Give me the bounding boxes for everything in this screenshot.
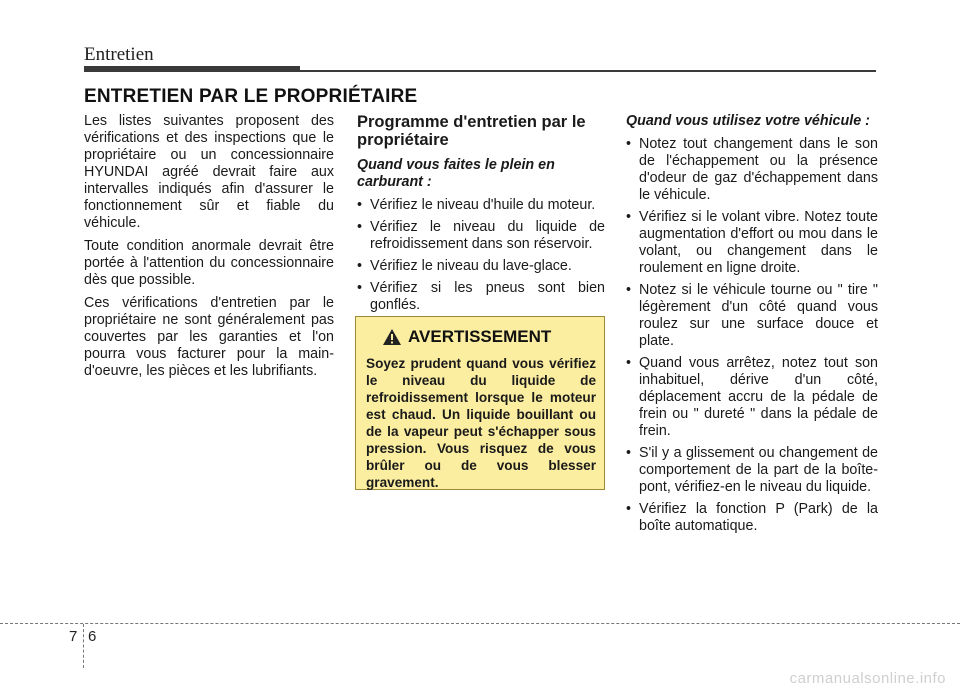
warning-text: Soyez prudent quand vous vérifiez le niveau du liquide de refroidissement lorsque le moteur est chaud. Un liquide bouillant ou de la vapeur peut s'échapper sous pression. Vous risquez de vous brûler ou de vous blesser gravement. <box>366 356 596 490</box>
footer-page-divider <box>83 624 84 668</box>
column-intro <box>84 113 334 386</box>
warning-box <box>355 316 605 490</box>
warning-triangle-icon <box>382 328 402 346</box>
column-refuel <box>357 113 605 319</box>
list-item: • Vérifiez la fonction P (Park) de la boîte automatique. <box>626 501 878 535</box>
header-bar-thin <box>84 70 876 72</box>
list-item: • Vérifiez si le volant vibre. Notez toute augmentation d'effort ou mou dans le volant, ou changement dans le roulement en ligne droite. <box>626 209 878 277</box>
list-item: • Vérifiez le niveau du lave-glace. <box>357 258 605 275</box>
list-item: • S'il y a glissement ou changement de comportement de la part de la boîte-pont, vérifiez-en le niveau du liquide. <box>626 445 878 496</box>
refuel-checklist <box>357 197 605 314</box>
list-item: • Quand vous arrêtez, notez tout son inhabituel, dérive d'un côté, déplacement accru de la pédale de frein ou " dureté " dans la pédale de frein. <box>626 355 878 440</box>
section-header: Entretien <box>84 44 154 65</box>
site-watermark: carmanualsonline.info <box>789 670 946 687</box>
footer-divider <box>0 623 960 624</box>
list-item: • Vérifiez le niveau du liquide de refroidissement dans son réservoir. <box>357 219 605 253</box>
list-item: • Vérifiez le niveau d'huile du moteur. <box>357 197 605 214</box>
driving-subheading: Quand vous utilisez votre véhicule : <box>626 113 870 129</box>
driving-checklist <box>626 136 878 535</box>
refuel-subheading: Quand vous faites le plein en carburant : <box>357 157 555 190</box>
intro-paragraph-2: Toute condition anormale devrait être portée à l'attention du concessionnaire dès que possible. <box>84 238 334 288</box>
warning-header <box>382 327 596 347</box>
intro-paragraph-1: Les listes suivantes proposent des vérifications et des inspections que le propriétaire ou un concessionnaire HYUNDAI agréé devrait faire aux intervalles indiqués afin d'assurer le fonctionnement sûr et fiable du véhicule. <box>84 113 334 231</box>
list-item: • Vérifiez si les pneus sont bien gonflés. <box>357 280 605 314</box>
warning-title: AVERTISSEMENT <box>408 327 552 346</box>
program-heading: Programme d'entretien par le propriétaire <box>357 113 586 149</box>
page-title: ENTRETIEN PAR LE PROPRIÉTAIRE <box>84 86 418 107</box>
intro-paragraph-3: Ces vérifications d'entretien par le propriétaire ne sont généralement pas couvertes par les garanties et l'on pourra vous facturer pour la main-d'oeuvre, les pièces et les lubrifiants. <box>84 295 334 379</box>
list-item: • Notez tout changement dans le son de l'échappement ou la présence d'odeur de gaz d'échappement dans le véhicule. <box>626 136 878 204</box>
chapter-number: 7 <box>69 628 78 645</box>
list-item: • Notez si le véhicule tourne ou " tire " légèrement d'un côté quand vous roulez sur une surface douce et plate. <box>626 282 878 350</box>
column-driving <box>626 113 878 540</box>
page-number: 6 <box>88 628 97 645</box>
